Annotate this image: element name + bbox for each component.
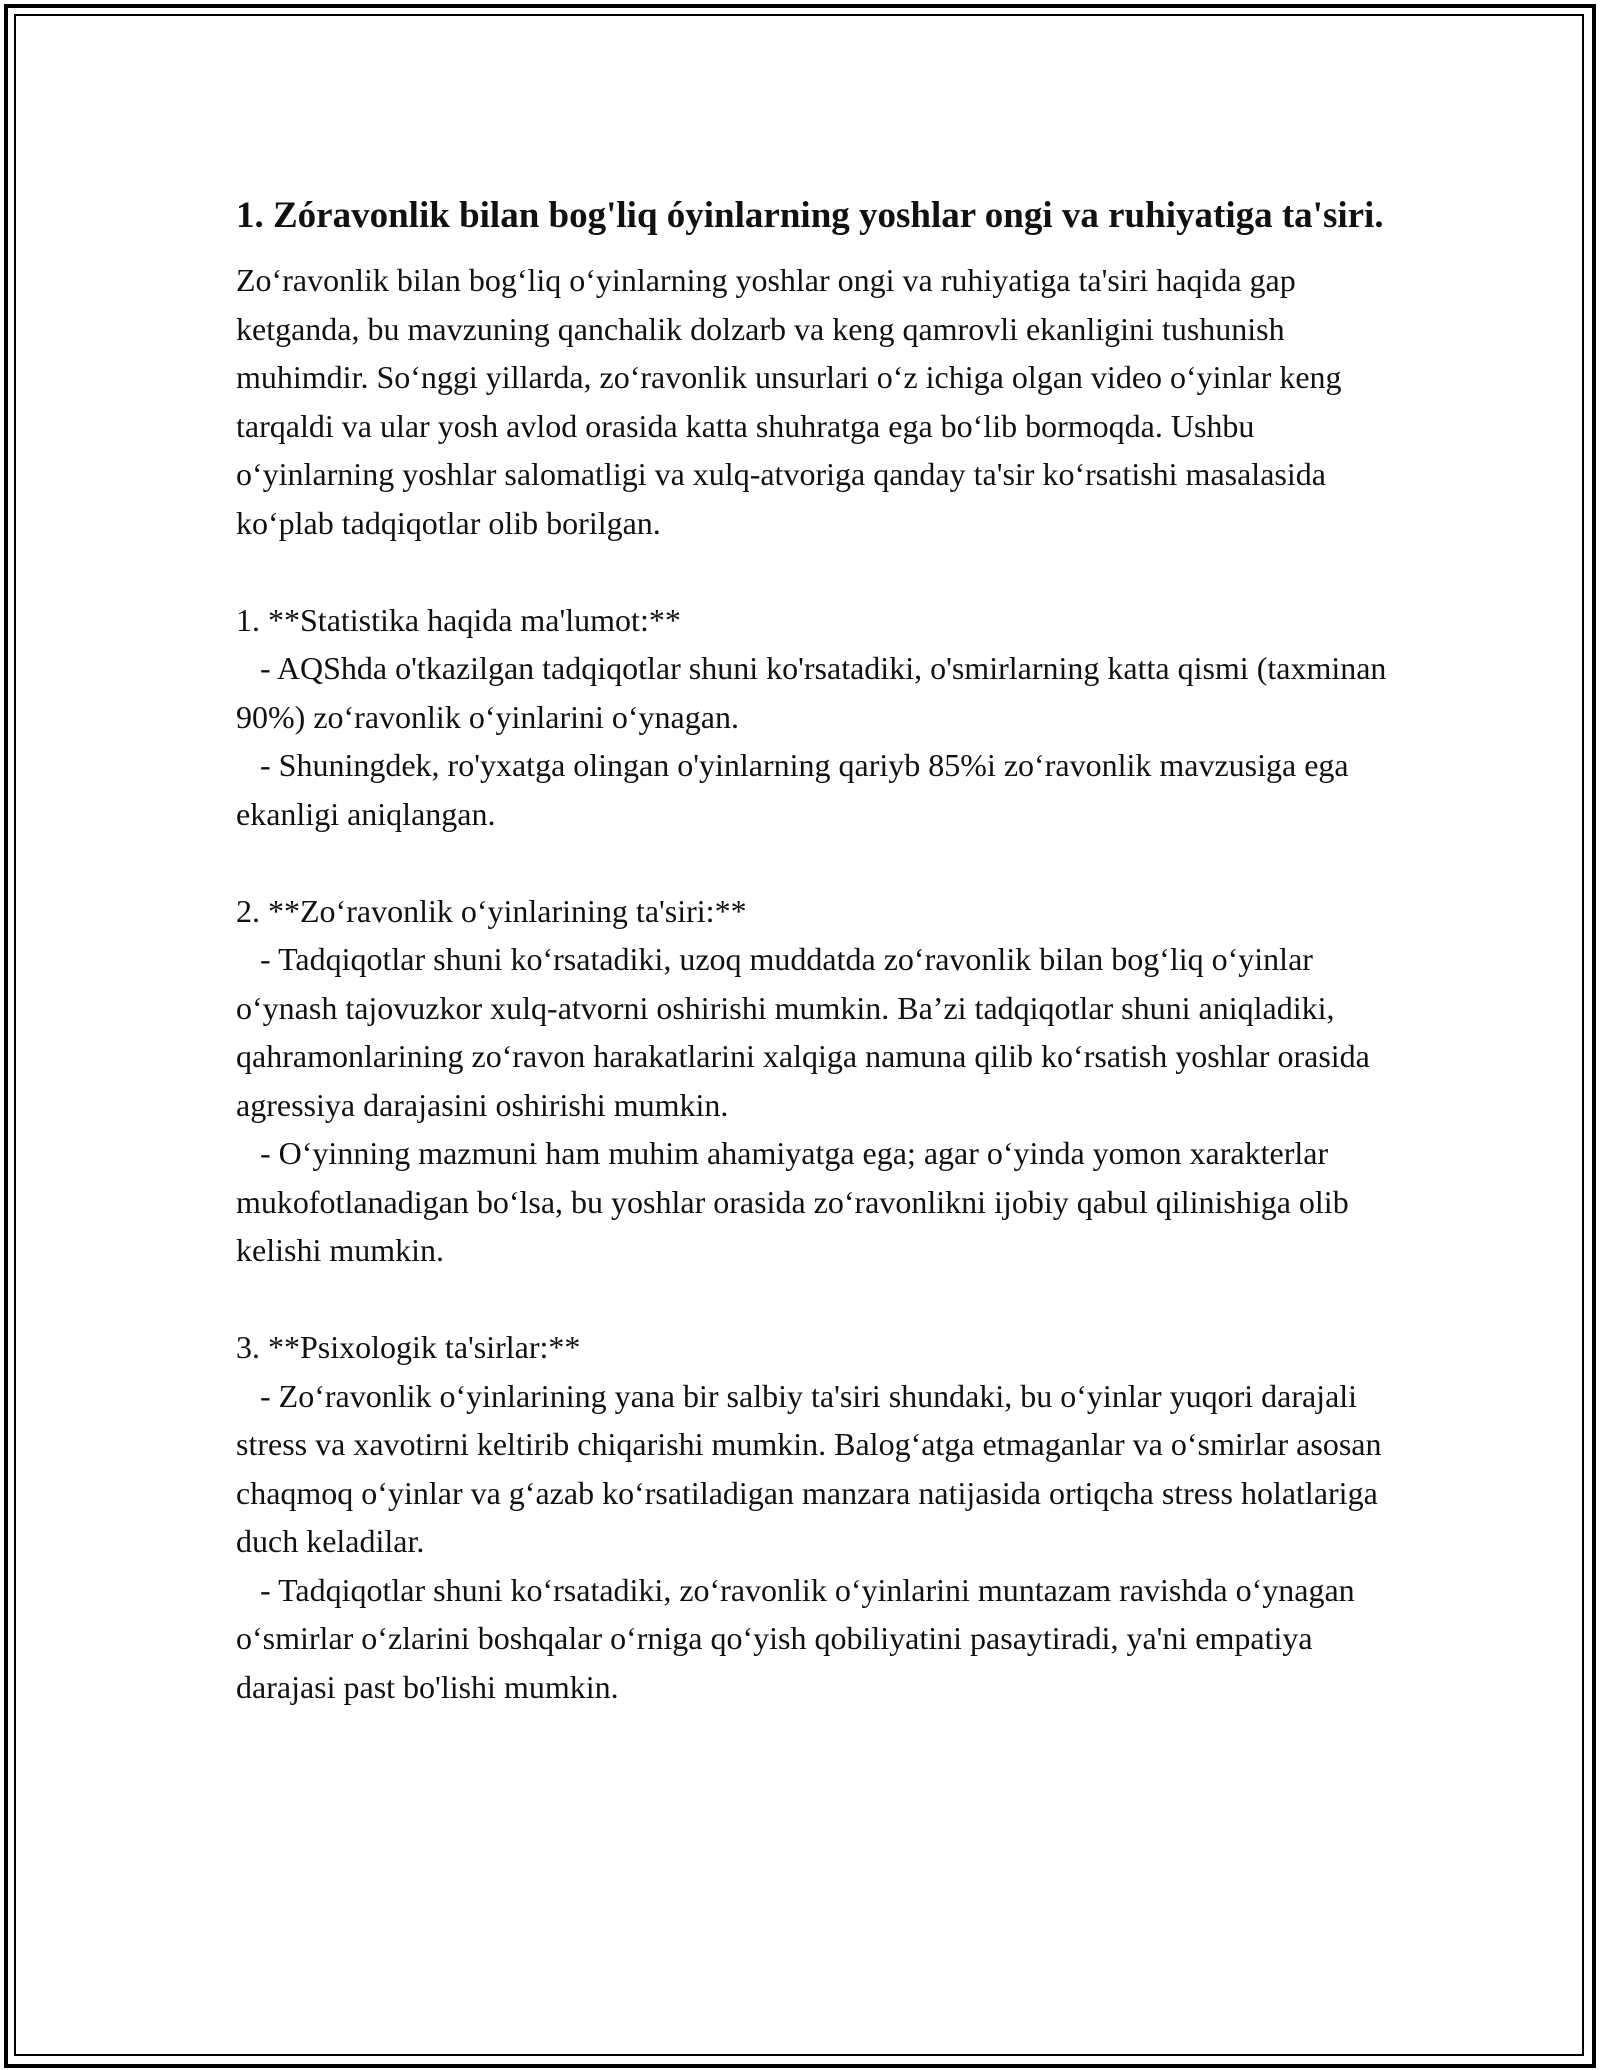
section-statistics xyxy=(236,596,1396,839)
bullet-item xyxy=(236,741,1396,838)
section-psychological-effects xyxy=(236,1323,1396,1711)
document-heading: 1. Zóravonlik bilan bog'liq óyinlarning yoshlar ongi va ruhiyatiga ta'siri. xyxy=(236,195,1384,236)
bullet-text: - O‘yinning mazmuni ham muhim ahamiyatga ega; agar o‘yinda yomon xarakterlar mukofotlanadigan bo‘lsa, bu yoshlar orasida zo‘ravonlikni ijobiy qabul qilinishiga olib kelishi mumkin. xyxy=(236,1135,1349,1268)
bullet-item xyxy=(236,935,1396,1129)
section-violence-effects xyxy=(236,887,1396,1275)
bullet-text: - AQShda o'tkazilgan tadqiqotlar shuni ko'rsatadiki, o'smirlarning katta qismi (taxminan 90%) zo‘ravonlik o‘yinlarini o‘ynagan. xyxy=(236,650,1387,735)
bullet-text: - Tadqiqotlar shuni ko‘rsatadiki, zo‘ravonlik o‘yinlarini muntazam ravishda o‘ynagan o‘smirlar o‘zlarini boshqalar o‘rniga qo‘yish qobiliyatini pasaytiradi, ya'ni empatiya darajasi past bo'lishi mumkin. xyxy=(236,1571,1355,1705)
bullet-item xyxy=(236,1566,1396,1712)
section-title: 2. **Zo‘ravonlik o‘yinlarining ta'siri:** xyxy=(236,892,747,929)
section-title: 1. **Statistika haqida ma'lumot:** xyxy=(236,601,681,638)
intro-paragraph: Zo‘ravonlik bilan bog‘liq o‘yinlarning yoshlar ongi va ruhiyatiga ta'siri haqida gap ketganda, bu mavzuning qanchalik dolzarb va keng qamrovli ekanligini tushunish muhimdir. So‘nggi yillarda, zo‘ravonlik unsurlari o‘z ichiga olgan video o‘yinlar keng tarqaldi va ular yosh avlod orasida katta shuhratga ega bo‘lib bormoqda. Ushbu o‘yinlarning yoshlar salomatligi va xulq-atvoriga qanday ta'sir ko‘rsatishi masalasida ko‘plab tadqiqotlar olib borilgan. xyxy=(236,262,1342,541)
document-body xyxy=(236,188,1396,1711)
section-title: 3. **Psixologik ta'sirlar:** xyxy=(236,1329,581,1365)
bullet-item xyxy=(236,644,1396,741)
bullet-item xyxy=(236,1129,1396,1275)
bullet-item xyxy=(236,1372,1396,1566)
bullet-text: - Tadqiqotlar shuni ko‘rsatadiki, uzoq muddatda zo‘ravonlik bilan bog‘liq o‘yinlar o‘ynash tajovuzkor xulq-atvorni oshirishi mumkin. Ba’zi tadqiqotlar shuni aniqladiki, qahramonlarining zo‘ravon harakatlarini xalqiga namuna qilib ko‘rsatish yoshlar orasida agressiya darajasini oshirishi mumkin. xyxy=(236,941,1370,1123)
bullet-text: - Zo‘ravonlik o‘yinlarining yana bir salbiy ta'siri shundaki, bu o‘yinlar yuqori darajali stress va xavotirni keltirib chiqarishi mumkin. Balog‘atga etmaganlar va o‘smirlar asosan chaqmoq o‘yinlar va g‘azab ko‘rsatiladigan manzara natijasida ortiqcha stress holatlariga duch keladilar. xyxy=(236,1377,1382,1559)
bullet-text: - Shuningdek, ro'yxatga olingan o'yinlarning qariyb 85%i zo‘ravonlik mavzusiga ega ekanligi aniqlangan. xyxy=(236,747,1349,832)
